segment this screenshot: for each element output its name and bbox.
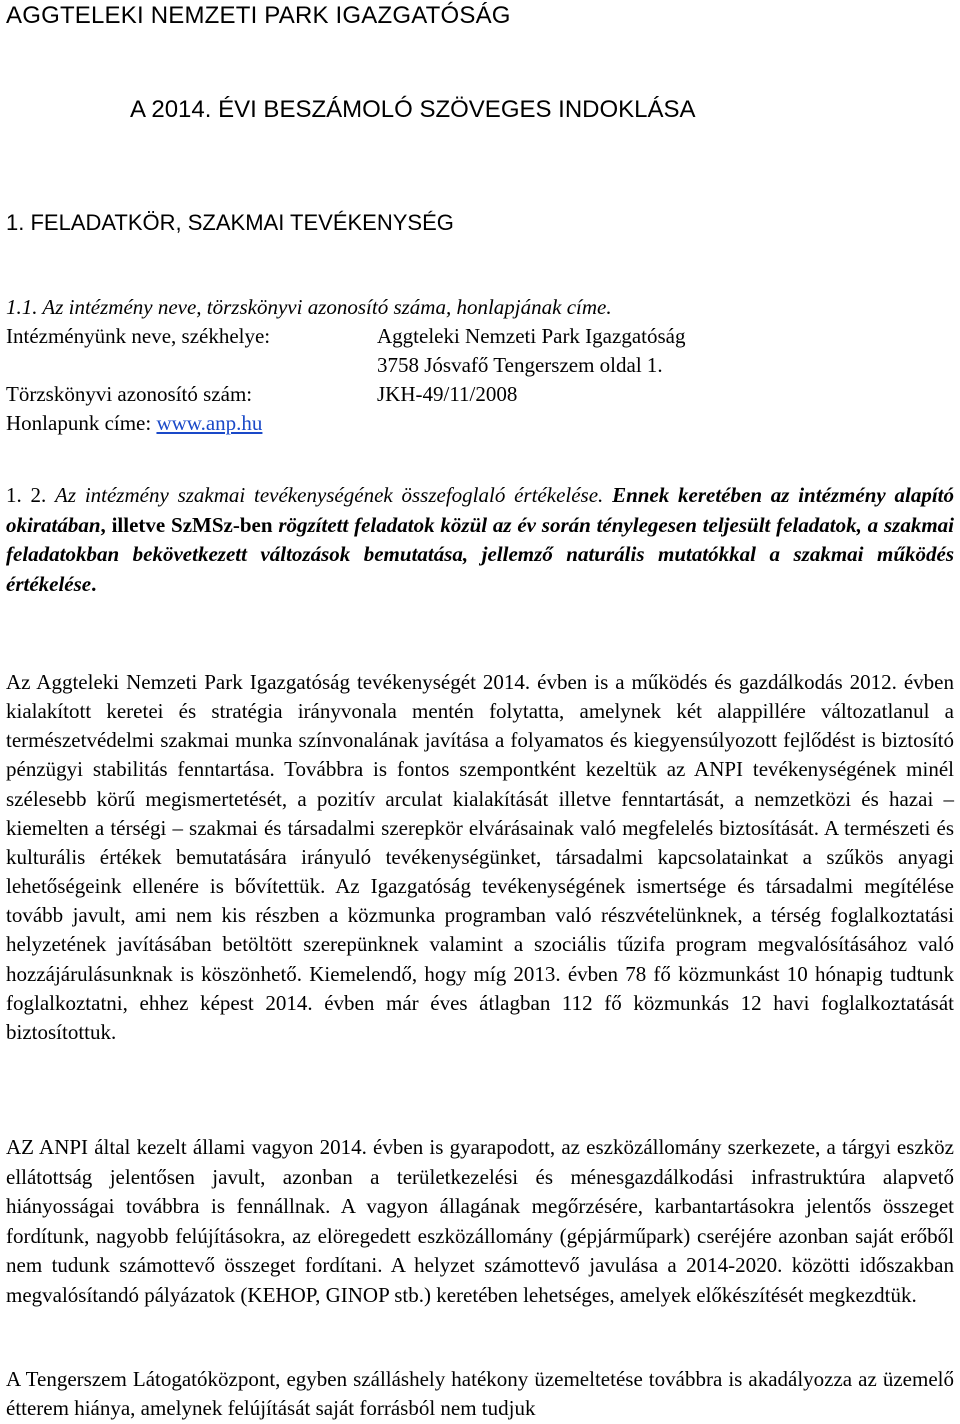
section-1-2-text-a: Ennek keretében az intézmény alapító okiratában [6,483,954,537]
body-paragraph: AZ ANPI által kezelt állami vagyon 2014. évben is gyarapodott, az eszközállomány szerkezete, a tárgyi eszköz ellátottság jelentősen javult, azonban a területkezelési és ménesgazdálkodási infrastruktúra alapvető hiányosságai továbbra is fennállnak. A vagyon állagának megőrzésére, karbantartásokra jelentős összeget fordítunk, nagyobb felújításokra, az elöregedett eszközállomány (gépjárműpark) cseréjére azonban saját erőből nem tudunk számottevő összeget fordítani. A helyzet számottevő javulása a 2014-2020. közötti időszakban megvalósítandó pályázatok (KEHOP, GINOP stb.) keretében lehetséges, amelyek előkészítését megkezdtük. [6,1135,954,1307]
organization-title: AGGTELEKI NEMZETI PARK IGAZGATÓSÁG [6,2,511,29]
report-title: A 2014. ÉVI BESZÁMOLÓ SZÖVEGES INDOKLÁSA [130,96,696,123]
section-1-2-text-d: . [91,571,97,596]
institution-name-label: Intézményünk neve, székhelye: [6,324,271,348]
section-1-2-heading: Az intézmény szakmai tevékenységének összefoglaló értékelése. [55,483,604,507]
section-1-2-block [6,481,954,599]
body-paragraph: Az Aggteleki Nemzeti Park Igazgatóság tevékenységét 2014. évben is a működés és gazdálkodás 2012. évben kialakított keretei és stratégia irányvonala mentén folytatta, amelynek két alappillére változatlanul a természetvédelmi szakmai munka színvonalának javítása a folyamatos és kiegyensúlyozott fejlődést is biztosító pénzügyi stabilitás fenntartása. Továbbra is fontos szempontként kezeltük az ANPI tevékenységének minél szélesebb körű megismertetését, a pozitív arculat kialakítását illetve fenntartását, a nemzetközi és hazai – kiemelten a térségi – szakmai és társadalmi szerepkör elvárásainak való megfelelés biztosítását. A természeti és kulturális értékek bemutatására irányuló tevékenységünket, társadalmi kapcsolatainkat a szűkös anyagi lehetőségeink ellenére is bővítettük. Az Igazgatóság tevékenységének ismertsége és társadalmi megítélése tovább javult, ami nem kis részben a közmunka programban való részvételünknek, a térség foglalkoztatási helyzetének javításában betöltött szerepünknek valamint a szociális tűzifa program megvalósításához való hozzájárulásunknak is köszönhető. Kiemelendő, hogy míg 2013. évben 78 fő közmunkást 10 hónapig tudtunk foglalkoztatni, ehhez képest 2014. évben már éves átlagban 112 fő közmunkás 12 havi foglalkoztatását biztosítottuk. [6,670,954,1044]
body-paragraph: A Tengerszem Látogatóközpont, egyben szálláshely hatékony üzemeltetése továbbra is akadályozza az üzemelő étterem hiánya, amelynek felújítását saját forrásból nem tudjuk [6,1367,954,1420]
website-link[interactable]: www.anp.hu [156,411,263,435]
website-row [6,409,262,438]
registry-id-value: JKH-49/11/2008 [377,382,518,406]
section-1-2-number: 1. 2. [6,483,56,507]
website-label: Honlapunk címe: [6,411,157,435]
institution-address-value: 3758 Jósvafő Tengerszem oldal 1. [377,353,663,377]
section-title: 1. FELADATKÖR, SZAKMAI TEVÉKENYSÉG [6,210,454,235]
section-1-2-text-c: rögzített feladatok közül az év során ténylegesen teljesült feladatok, a szakmai feladatokban bekövetkezett változások bemutatása, jellemző naturális mutatókkal a szakmai működés értékelése [6,512,954,596]
institution-name-value: Aggteleki Nemzeti Park Igazgatóság [377,324,686,348]
section-1-1-heading: 1.1. Az intézmény neve, törzskönyvi azonosító száma, honlapjának címe. [6,295,612,319]
registry-id-label: Törzskönyvi azonosító szám: [6,382,253,406]
section-1-2-text-b: , illetve SzMSz-ben [100,512,279,537]
